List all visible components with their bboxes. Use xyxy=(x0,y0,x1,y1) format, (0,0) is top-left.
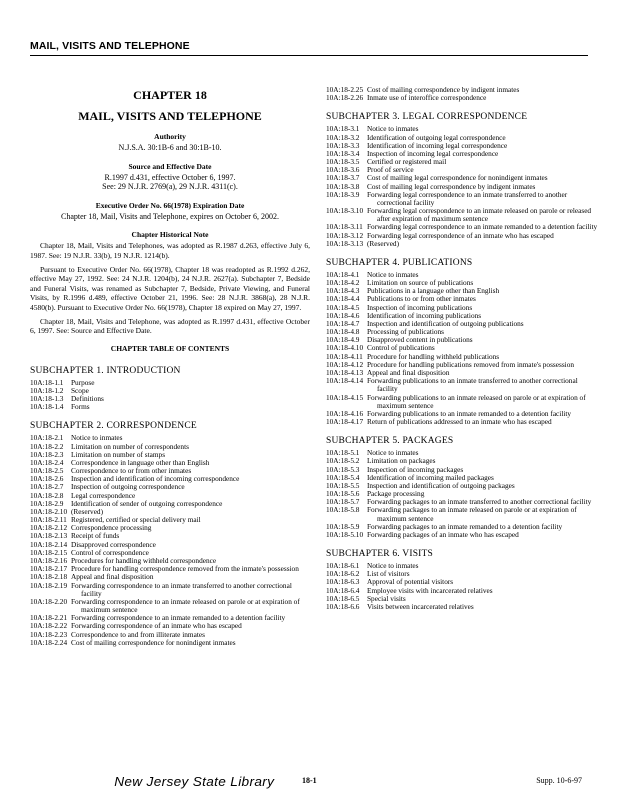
section-code: 10A:18-1.4 xyxy=(30,402,64,412)
section-code: 10A:18-6.5 xyxy=(326,593,360,603)
section-title: Disapproved content in publications xyxy=(367,335,473,345)
section-title: Publications in a language other than English xyxy=(367,286,500,296)
section-title: Procedures for handling withheld correspondence xyxy=(71,555,217,565)
section-title: Certified or registered mail xyxy=(367,157,447,167)
section-title: Limitation on number of stamps xyxy=(71,449,166,459)
section-code: 10A:18-3.5 xyxy=(326,157,360,167)
section-code: 10A:18-4.5 xyxy=(326,302,360,312)
section-title: Correspondence to or from other inmates xyxy=(71,466,192,476)
section-code: 10A:18-5.4 xyxy=(326,472,360,482)
section-code: 10A:18-2.4 xyxy=(30,457,64,467)
section-title: Purpose xyxy=(71,377,95,387)
section-code: 10A:18-2.18 xyxy=(30,572,68,582)
subchapter-list xyxy=(326,562,598,611)
section-title: Forwarding publications to an inmate released on parole or at expiration of maximum sentence xyxy=(367,392,586,410)
section-code: 10A:18-2.14 xyxy=(30,539,68,549)
section-title: Inspection of incoming publications xyxy=(367,302,473,312)
toc-item xyxy=(326,191,598,207)
authority-heading: Authority xyxy=(154,132,186,141)
section-code: 10A:18-3.2 xyxy=(326,132,360,142)
section-title: Forwarding correspondence to an inmate released on parole or at expiration of maximum sentence xyxy=(71,596,300,615)
section-code: 10A:18-4.14 xyxy=(326,376,364,386)
section-code: 10A:18-3.12 xyxy=(326,230,364,240)
section-code: 10A:18-5.5 xyxy=(326,480,360,490)
left-column xyxy=(30,88,310,657)
section-title: Forwarding legal correspondence to an inmate transferred to another correctional facility xyxy=(367,189,568,207)
section-code: 10A:18-2.21 xyxy=(30,613,68,623)
continued-list xyxy=(326,86,598,102)
section-code: 10A:18-4.4 xyxy=(326,294,360,304)
section-title: Notice to inmates xyxy=(367,124,419,134)
section-title: (Reserved) xyxy=(367,238,400,248)
section-code: 10A:18-4.17 xyxy=(326,417,364,427)
section-title: Limitation on source of publications xyxy=(367,278,474,288)
toc-item xyxy=(326,394,598,410)
section-code: 10A:18-2.22 xyxy=(30,621,68,631)
section-title: Inspection of incoming legal correspondence xyxy=(367,148,499,158)
section-title: Limitation on number of correspondents xyxy=(71,441,189,451)
section-title: Forwarding packages to an inmate remanded to a detention facility xyxy=(367,521,563,531)
subchapter-list xyxy=(326,271,598,426)
page-footer xyxy=(0,776,618,792)
section-code: 10A:18-3.13 xyxy=(326,238,364,248)
section-title: Control of correspondence xyxy=(71,547,149,557)
chapter-number: CHAPTER 18 xyxy=(133,88,207,102)
section-code: 10A:18-5.10 xyxy=(326,529,364,539)
section-code: 10A:18-1.1 xyxy=(30,377,64,387)
section-title: Forwarding packages to an inmate transferred to another correctional facility xyxy=(367,497,592,507)
section-code: 10A:18-4.16 xyxy=(326,408,364,418)
subchapter-title: SUBCHAPTER 4. PUBLICATIONS xyxy=(326,257,473,268)
subchapter-title: SUBCHAPTER 1. INTRODUCTION xyxy=(30,365,181,376)
section-code: 10A:18-6.4 xyxy=(326,585,360,595)
section-title: Inspection and identification of outgoing packages xyxy=(367,480,515,490)
section-title: Scope xyxy=(71,385,89,395)
section-code: 10A:18-4.12 xyxy=(326,359,364,369)
section-title: Notice to inmates xyxy=(367,561,419,571)
section-code: 10A:18-2.11 xyxy=(30,515,67,525)
section-code: 10A:18-4.2 xyxy=(326,278,360,288)
section-title: Correspondence to and from illiterate inmates xyxy=(71,629,205,639)
section-code: 10A:18-2.25 xyxy=(326,85,364,94)
section-title: Cost of mailing correspondence by indigent inmates xyxy=(367,85,520,94)
source-text: R.1997 d.431, effective October 6, 1997. See: 29 N.J.R. 2769(a), 29 N.J.R. 4311(c). xyxy=(102,172,238,192)
section-title: Processing of publications xyxy=(367,327,445,337)
section-code: 10A:18-2.13 xyxy=(30,531,68,541)
section-title: Procedure for handling correspondence removed from the inmate's possession xyxy=(71,564,299,574)
section-title: Forwarding correspondence of an inmate who has escaped xyxy=(71,621,242,631)
section-code: 10A:18-4.7 xyxy=(326,318,360,328)
toc-item xyxy=(326,506,598,522)
section-code: 10A:18-3.4 xyxy=(326,148,360,158)
section-code: 10A:18-6.3 xyxy=(326,577,360,587)
right-subchapters xyxy=(326,112,598,611)
section-title: Identification of outgoing legal correspondence xyxy=(367,132,506,142)
section-code: 10A:18-3.6 xyxy=(326,165,360,175)
section-code: 10A:18-2.19 xyxy=(30,580,68,590)
section-code: 10A:18-6.6 xyxy=(326,601,360,611)
section-code: 10A:18-2.8 xyxy=(30,490,64,500)
section-title: Forwarding publications to an inmate transferred to another correctional facility xyxy=(367,376,578,394)
section-title: Special visits xyxy=(367,593,406,603)
section-code: 10A:18-5.3 xyxy=(326,464,360,474)
toc-item xyxy=(30,582,310,598)
section-code: 10A:18-4.8 xyxy=(326,327,360,337)
toc-item xyxy=(30,598,310,614)
section-title: Identification of sender of outgoing correspondence xyxy=(71,498,223,508)
section-title: Employee visits with incarcerated relatives xyxy=(367,585,493,595)
section-title: Notice to inmates xyxy=(367,448,419,458)
source-heading: Source and Effective Date xyxy=(128,161,212,171)
section-code: 10A:18-1.2 xyxy=(30,385,64,395)
subchapter-list xyxy=(30,434,310,646)
toc-item xyxy=(326,418,598,426)
section-title: Appeal and final disposition xyxy=(367,367,450,377)
toc-item xyxy=(326,377,598,393)
section-title: Receipt of funds xyxy=(71,531,120,541)
section-code: 10A:18-3.7 xyxy=(326,173,360,183)
history-paragraph: Chapter 18, Mail, Visits and Telephone, was adopted as R.1997 d.431, effective October 6, 1997. See: Source and Effective Date. xyxy=(30,316,310,336)
section-code: 10A:18-4.15 xyxy=(326,392,364,402)
section-title: Disapproved correspondence xyxy=(71,539,156,549)
section-code: 10A:18-3.10 xyxy=(326,206,364,216)
section-title: Notice to inmates xyxy=(71,433,123,443)
toc-item xyxy=(326,207,598,223)
section-code: 10A:18-4.11 xyxy=(326,351,363,361)
right-column xyxy=(326,86,598,621)
section-title: Return of publications addressed to an inmate who has escaped xyxy=(367,417,552,427)
header-rule xyxy=(30,55,588,56)
section-code: 10A:18-5.6 xyxy=(326,489,360,499)
section-title: Cost of mailing correspondence for nonindigent inmates xyxy=(71,637,236,647)
section-title: Limitation on packages xyxy=(367,456,436,466)
section-title: Identification of incoming legal correspondence xyxy=(367,140,508,150)
subchapter-list xyxy=(326,125,598,248)
section-title: Cost of mailing legal correspondence by indigent inmates xyxy=(367,181,536,191)
subchapter-title: SUBCHAPTER 5. PACKAGES xyxy=(326,436,454,447)
section-code: 10A:18-5.9 xyxy=(326,521,360,531)
eo-text: Chapter 18, Mail, Visits and Telephone, expires on October 6, 2002. xyxy=(61,211,279,221)
section-title: Forms xyxy=(71,402,90,412)
section-code: 10A:18-3.11 xyxy=(326,222,363,232)
toc-heading: CHAPTER TABLE OF CONTENTS xyxy=(110,343,230,353)
history-heading: Chapter Historical Note xyxy=(131,230,209,240)
supplement-date: Supp. 10-6-97 xyxy=(536,776,582,785)
section-code: 10A:18-3.8 xyxy=(326,181,360,191)
library-stamp: New Jersey State Library xyxy=(114,774,275,789)
section-title: Approval of potential visitors xyxy=(367,577,454,587)
toc-item xyxy=(30,403,310,411)
section-title: Identification of incoming publications xyxy=(367,310,482,320)
section-code: 10A:18-2.2 xyxy=(30,441,64,451)
section-title: Notice to inmates xyxy=(367,269,419,279)
section-title: Inspection and identification of outgoing publications xyxy=(367,318,524,328)
section-title: Control of publications xyxy=(367,343,435,353)
subchapter-list xyxy=(30,379,310,412)
section-title: Visits between incarcerated relatives xyxy=(367,601,474,611)
toc-item xyxy=(326,94,598,102)
section-code: 10A:18-2.12 xyxy=(30,523,68,533)
section-code: 10A:18-2.15 xyxy=(30,547,68,557)
section-title: Forwarding publications to an inmate remanded to a detention facility xyxy=(367,408,572,418)
section-title: Proof of service xyxy=(367,165,414,175)
chapter-title: MAIL, VISITS AND TELEPHONE xyxy=(78,109,262,123)
section-title: Procedure for handling publications removed from inmate's possession xyxy=(367,359,575,369)
section-title: List of visitors xyxy=(367,569,410,579)
section-code: 10A:18-1.3 xyxy=(30,394,64,404)
section-title: Forwarding legal correspondence to an inmate released on parole or released after expiration of maximum sentence xyxy=(367,206,592,224)
section-title: Definitions xyxy=(71,394,104,404)
page-number: 18-1 xyxy=(302,776,317,785)
section-code: 10A:18-4.13 xyxy=(326,367,364,377)
section-code: 10A:18-2.3 xyxy=(30,449,64,459)
section-title: Inmate use of interoffice correspondence xyxy=(367,93,487,103)
subchapter-list xyxy=(326,449,598,539)
subchapter-title: SUBCHAPTER 2. CORRESPONDENCE xyxy=(30,421,197,432)
section-code: 10A:18-2.23 xyxy=(30,629,68,639)
section-code: 10A:18-2.6 xyxy=(30,474,64,484)
section-title: Forwarding packages of an inmate who has escaped xyxy=(367,529,519,539)
section-code: 10A:18-2.20 xyxy=(30,596,68,606)
subchapter-title: SUBCHAPTER 6. VISITS xyxy=(326,549,434,560)
section-code: 10A:18-2.26 xyxy=(326,93,364,103)
section-code: 10A:18-4.3 xyxy=(326,286,360,296)
section-code: 10A:18-3.1 xyxy=(326,124,360,134)
section-title: Forwarding legal correspondence of an inmate who has escaped xyxy=(367,230,554,240)
section-title: Forwarding correspondence to an inmate transferred to another correctional facility xyxy=(71,580,292,598)
section-title: (Reserved) xyxy=(71,506,104,516)
section-title: Registered, certified or special delivery mail xyxy=(71,515,201,525)
section-code: 10A:18-5.7 xyxy=(326,497,360,507)
eo-heading: Executive Order No. 66(1978) Expiration Date xyxy=(95,200,245,210)
section-title: Procedure for handling withheld publications xyxy=(367,351,500,361)
section-code: 10A:18-2.1 xyxy=(30,433,64,443)
section-code: 10A:18-2.7 xyxy=(30,482,64,492)
section-code: 10A:18-5.2 xyxy=(326,456,360,466)
section-code: 10A:18-2.5 xyxy=(30,466,64,476)
section-code: 10A:18-4.6 xyxy=(326,310,360,320)
section-title: Publications to or from other inmates xyxy=(367,294,476,304)
section-code: 10A:18-3.3 xyxy=(326,140,360,150)
toc-item xyxy=(326,603,598,611)
section-code: 10A:18-6.2 xyxy=(326,569,360,579)
section-code: 10A:18-2.17 xyxy=(30,564,68,574)
section-code: 10A:18-4.9 xyxy=(326,335,360,345)
section-code: 10A:18-3.9 xyxy=(326,189,360,199)
section-code: 10A:18-4.10 xyxy=(326,343,364,353)
toc-item xyxy=(326,531,598,539)
section-code: 10A:18-5.8 xyxy=(326,505,360,515)
section-code: 10A:18-4.1 xyxy=(326,269,360,279)
subchapter-title: SUBCHAPTER 3. LEGAL CORRESPONDENCE xyxy=(326,112,528,123)
section-title: Forwarding legal correspondence to an inmate remanded to a detention facility xyxy=(367,222,598,232)
section-code: 10A:18-2.24 xyxy=(30,637,68,647)
left-subchapters xyxy=(30,366,310,647)
section-code: 10A:18-2.16 xyxy=(30,555,68,565)
section-code: 10A:18-2.9 xyxy=(30,498,64,508)
history-paragraph: Pursuant to Executive Order No. 66(1978), Chapter 18 was readopted as R.1992 d.262, effective May 27, 1992. See: 24 N.J.R. 1204(b), 24 N.J.R. 2627(a). Subchapter 7, Bedside and Funeral Visits, was renamed as Subchapter 7, Bedside, Private Viewing, and Funeral Visits, by R.1996 d.489, effective October 21, 1996. See: 28 N.J.R. 3868(a), 28 N.J.R. 4580(b). Pursuant to Executive Order No. 66(1978), Chapter 18 expired on May 27, 1997. xyxy=(30,264,310,312)
section-title: Correspondence processing xyxy=(71,523,152,533)
toc-item xyxy=(326,240,598,248)
running-header: MAIL, VISITS AND TELEPHONE xyxy=(30,40,190,52)
section-code: 10A:18-2.10 xyxy=(30,506,68,516)
toc-item xyxy=(30,639,310,647)
section-title: Appeal and final disposition xyxy=(71,572,154,582)
section-title: Correspondence in language other than English xyxy=(71,457,210,467)
section-title: Forwarding correspondence to an inmate remanded to a detention facility xyxy=(71,613,286,623)
section-title: Inspection of outgoing correspondence xyxy=(71,482,185,492)
section-title: Legal correspondence xyxy=(71,490,136,500)
authority-text: N.J.S.A. 30:1B-6 and 30:1B-10. xyxy=(118,143,222,152)
section-title: Identification of incoming mailed packages xyxy=(367,472,494,482)
section-code: 10A:18-6.1 xyxy=(326,561,360,571)
section-code: 10A:18-5.1 xyxy=(326,448,360,458)
section-title: Inspection of incoming packages xyxy=(367,464,464,474)
section-title: Forwarding packages to an inmate released on parole or at expiration of maximum sentence xyxy=(367,505,577,523)
section-title: Cost of mailing legal correspondence for nonindigent inmates xyxy=(367,173,548,183)
section-title: Inspection and identification of incoming correspondence xyxy=(71,474,240,484)
history-paragraph: Chapter 18, Mail, Visits and Telephones, was adopted as R.1987 d.263, effective July 6, 1987. See: 19 N.J.R. 33(b), 19 N.J.R. 1214(b). xyxy=(30,241,310,260)
section-title: Package processing xyxy=(367,489,425,499)
